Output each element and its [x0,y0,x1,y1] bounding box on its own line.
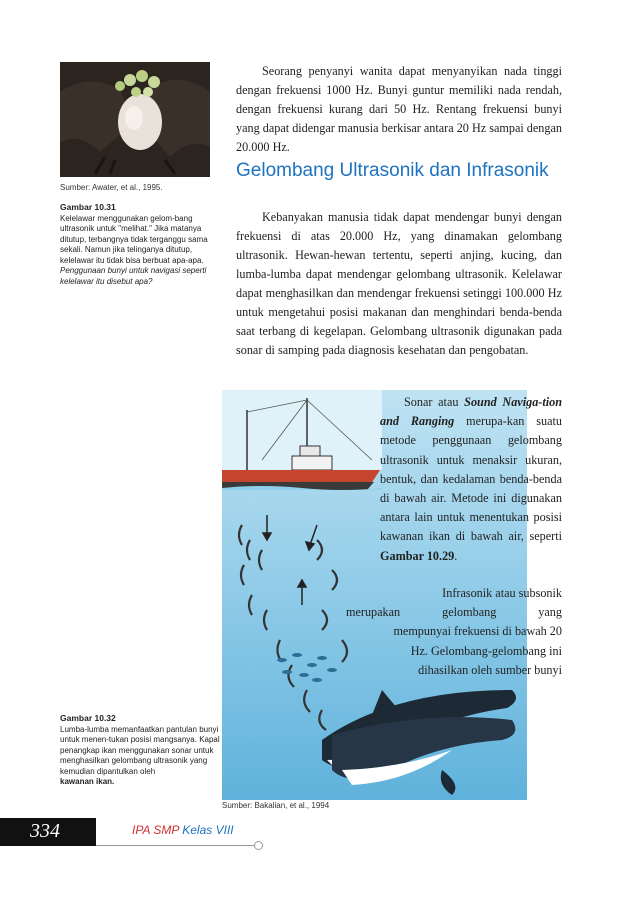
book-title [132,823,234,837]
page-number: 334 [30,820,60,842]
text-line: Infrasonik atau subsonik [442,586,562,600]
source-note-bottom: Sumber: Bakalian, et al., 1994 [222,801,330,810]
paragraph-ultrasonic [236,208,562,360]
figure-caption-10-32 [60,713,222,788]
text-run: Sonar atau [404,395,465,409]
figure-title: Gambar 10.32 [60,713,116,723]
figure-text-bold: kawanan ikan. [60,777,115,786]
source-note-top: Sumber: Awater, et al., 1995. [60,183,163,192]
text-line: merupakan gelombang yang [346,605,562,620]
text-line: mempunyai frekuensi di bawah 20 [393,624,562,639]
paragraph-intro [236,62,562,157]
bat-photo [60,62,210,177]
book-subject: IPA SMP [132,823,179,837]
paragraph-text [380,393,562,566]
figure-title: Gambar 10.31 [60,202,116,212]
figure-text: Lumba-lumba memanfaatkan pantulan bunyi untuk menen-tukan posisi mangsanya. Kapal penangkap ikan menggunakan sonar untuk menghasilkan gelombang ultrasonik yang kemudian dipantulkan oleh [60,724,220,776]
term-sonar: Sound Naviga-tion and Ranging [380,395,562,429]
figure-caption-10-31 [60,202,222,287]
figure-text: Kelelawar menggunakan gelom-bang ultrasonik untuk "melihat." Jika matanya ditutup, terbangnya tidak terganggu sama sekali. Namun jika telinganya ditutup, kelelawar itu tidak bisa berbuat apa-apa. [60,213,208,265]
text-line: Hz. Gelombang-gelombang ini [410,643,562,658]
text-run: merupa-kan suatu metode penggunaan gelombang ultrasonik untuk menaksir ukuran, bentuk, dan kedalaman benda-benda di bawah air. Metode ini digunakan antara lain untuk menentukan posisi kawanan ikan di bawah air, seperti [380,414,562,544]
section-heading: Gelombang Ultrasonik dan Infrasonik [236,160,549,181]
text-run: . [454,548,458,563]
book-grade: Kelas VIII [182,823,234,837]
paragraph-infrasonic [346,584,562,680]
paragraph-sonar [380,393,562,566]
figure-reference: Gambar 10.29 [380,548,455,563]
paragraph-text: Seorang penyanyi wanita dapat menyanyikan nada tinggi dengan frekuensi 1000 Hz. Bunyi guntur memiliki nada rendah, dengan frekuensi kurang dari 50 Hz. Rentang frekuensi bunyi yang dapat didengar manusia berkisar antara 20 Hz sampai dengan 20.000 Hz. [236,64,562,154]
footer-circle-icon [254,841,263,850]
text-line: dihasilkan oleh sumber bunyi [418,662,562,677]
figure-question: Penggunaan bunyi untuk navigasi seperti kelelawar itu disebut apa? [60,266,207,286]
paragraph-text: Kebanyakan manusia tidak dapat mendengar bunyi dengan frekuensi di atas 20.000 Hz, yang dinamakan gelombang ultrasonik. Hewan-hewan tertentu, seperti anjing, kucing, dan lumba-lumba dapat mendengar gelombang ultrasonik. Kelelawar dapat menghasilkan dan mendengar frekuensi setinggi 100.000 Hz untuk mengetahui posisi makanan dan menghindari benda-benda saat terbang di kegelapan. Gelombang ultrasonik digunakan pada sonar di samping pada diagnosis kesehatan dan pengobatan. [236,210,562,357]
footer-divider [96,845,256,846]
